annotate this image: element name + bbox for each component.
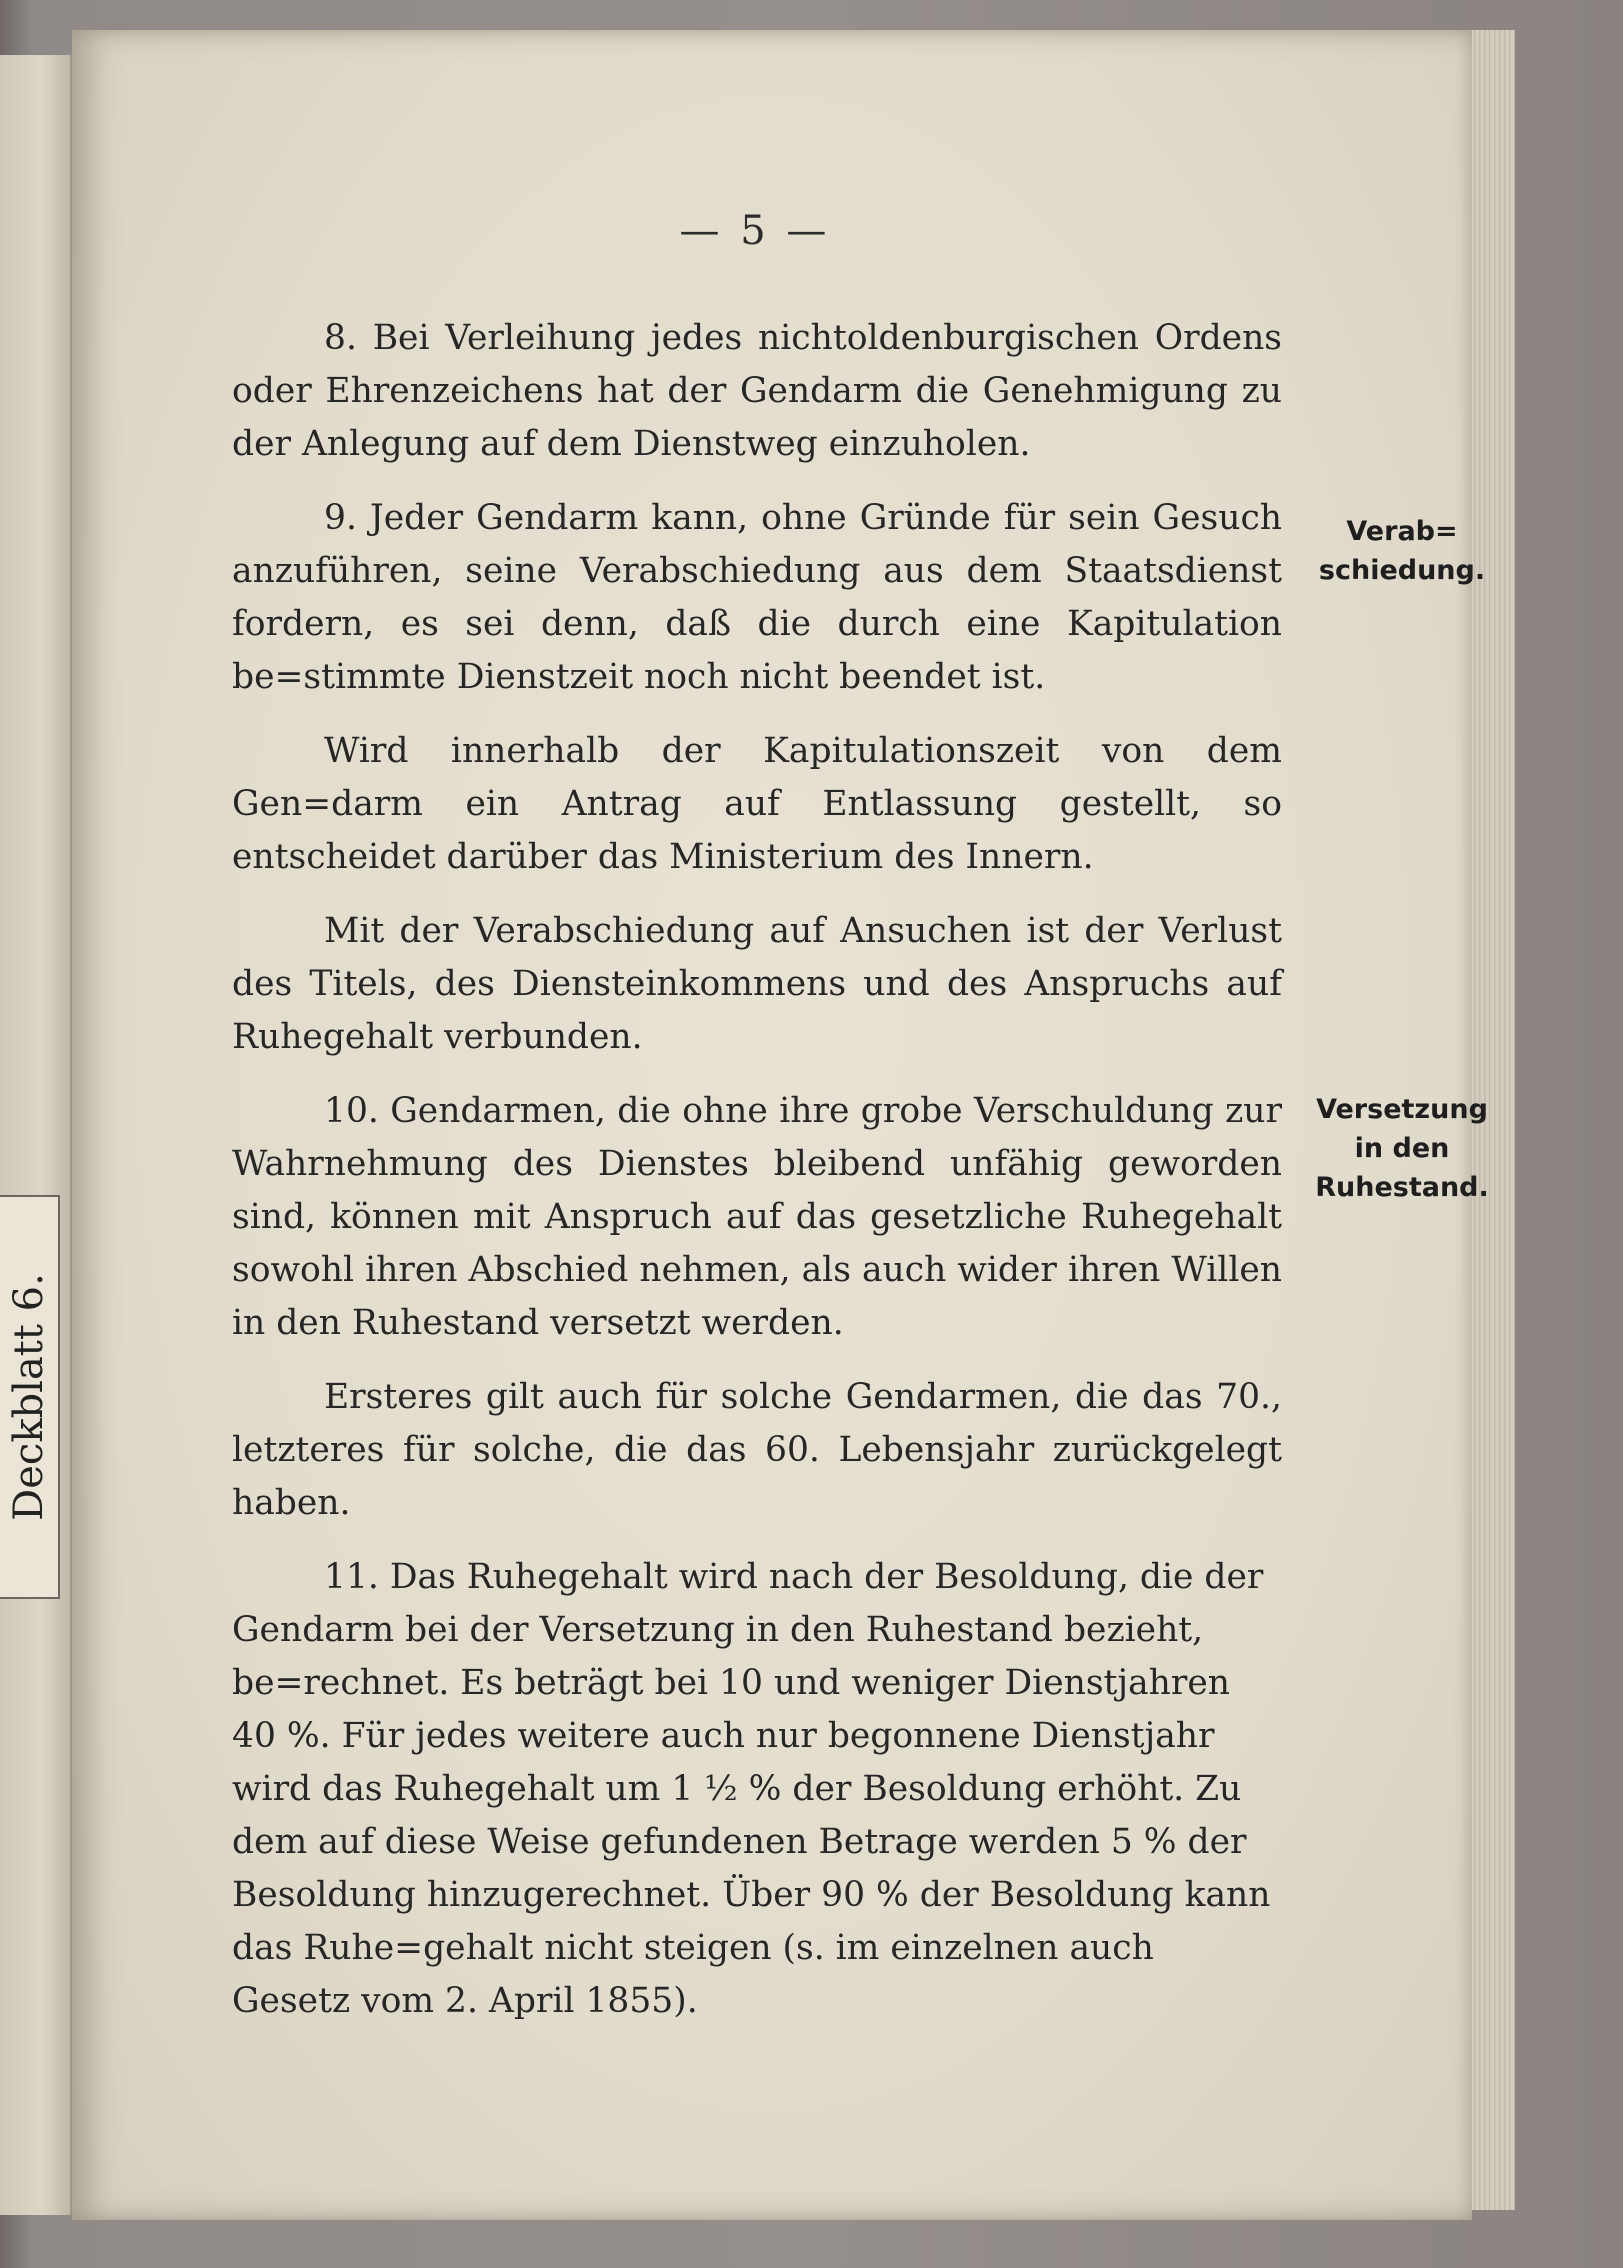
- margin-note-verabschiedung: [1302, 512, 1502, 590]
- deckblatt-label: Deckblatt 6.: [6, 1273, 52, 1521]
- margin-note-line: in den: [1354, 1133, 1450, 1164]
- margin-note-line: schiedung.: [1318, 555, 1486, 586]
- paragraph-11: 11. Das Ruhegehalt wird nach der Besoldung, die der Gendarm bei der Versetzung in den Ruhestand bezieht, be=rechnet. Es beträgt bei 10 und weniger Dienstjahren 40 %. Für jedes weitere auch nur begonnene Dienstjahr wird das Ruhegehalt um 1 ½ % der Besoldung erhöht. Zu dem auf diese Weise gefundenen Betrage werden 5 % der Besoldung hinzugerechnet. Über 90 % der Besoldung kann das Ruhe=gehalt nicht steigen (s. im einzelnen auch Gesetz vom 2. April 1855).: [232, 1557, 1271, 2021]
- book-page: [72, 30, 1489, 2220]
- paragraph-8: 8. Bei Verleihung jedes nichtoldenburgischen Ordens oder Ehrenzeichens hat der Gendarm die Genehmigung zu der Anlegung auf dem Dienstweg einzuholen.: [232, 318, 1282, 464]
- deckblatt-tab: [0, 1195, 60, 1599]
- page-number: — 5 —: [679, 208, 831, 254]
- paragraph-10-age-limit: Ersteres gilt auch für solche Gendarmen, die das 70., letzteres für solche, die das 60. Lebensjahr zurückgelegt haben.: [232, 1377, 1282, 1523]
- paragraph-9: 9. Jeder Gendarm kann, ohne Gründe für sein Gesuch anzuführen, seine Verabschiedung aus dem Staatsdienst fordern, es sei denn, daß die durch eine Kapitulation be=stimmte Dienstzeit noch nicht beendet ist.: [232, 498, 1282, 697]
- facing-page-edge: [0, 55, 72, 2215]
- margin-note-line: Ruhestand.: [1315, 1172, 1489, 1203]
- paragraph-9-consequence: Mit der Verabschiedung auf Ansuchen ist der Verlust des Titels, des Diensteinkommens und des Anspruchs auf Ruhegehalt verbunden.: [232, 911, 1282, 1057]
- margin-note-line: Verab=: [1346, 516, 1458, 547]
- body-text: [232, 312, 1282, 2049]
- paragraph-10: 10. Gendarmen, die ohne ihre grobe Verschuldung zur Wahrnehmung des Dienstes bleibend unfähig geworden sind, können mit Anspruch auf das gesetzliche Ruhegehalt sowohl ihren Abschied nehmen, als auch wider ihren Willen in den Ruhestand versetzt werden.: [232, 1091, 1282, 1343]
- paragraph-9-continued: Wird innerhalb der Kapitulationszeit von dem Gen=darm ein Antrag auf Entlassung gestellt, so entscheidet darüber das Ministerium des Innern.: [232, 731, 1282, 877]
- margin-note-ruhestand: [1302, 1090, 1502, 1207]
- margin-note-line: Versetzung: [1316, 1094, 1488, 1125]
